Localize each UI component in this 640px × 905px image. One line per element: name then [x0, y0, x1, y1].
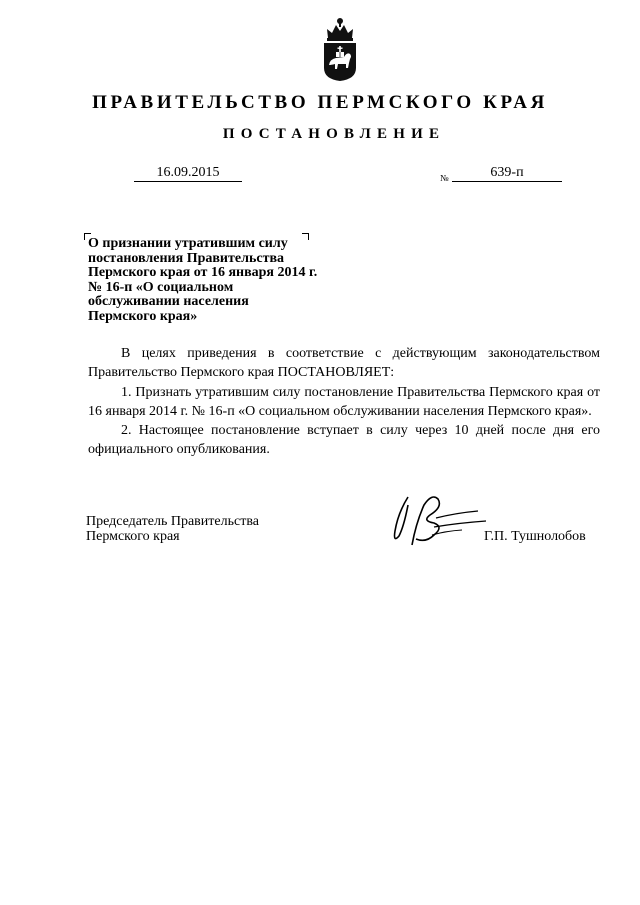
document-date: 16.09.2015: [134, 164, 242, 182]
signer-position-line-2: Пермского края: [86, 529, 180, 544]
preamble-paragraph: В целях приведения в соответствие с действующим законодательством Правительство Пермского края ПОСТАНОВЛЯЕТ:: [88, 346, 600, 381]
coat-of-arms-icon: [319, 16, 361, 82]
government-title: ПРАВИТЕЛЬСТВО ПЕРМСКОГО КРАЯ: [92, 92, 548, 113]
signer-position-line-1: Председатель Правительства: [86, 514, 259, 529]
signer-position: [86, 514, 259, 544]
handwritten-signature: [386, 483, 496, 553]
document-number-field: [440, 164, 562, 182]
item-1-paragraph: 1. Признать утратившим силу постановление Правительства Пермского края от 16 января 2014 г. № 16-п «О социальном обслуживании населения Пермского края».: [88, 384, 600, 419]
number-prefix: №: [440, 173, 449, 183]
document-type: ПОСТАНОВЛЕНИЕ: [222, 126, 446, 142]
document-subject: О признании утратившим силу постановления Правительства Пермского края от 16 января 2014 г. № 16-п «О социальном обслуживании населения Пермского края»: [88, 236, 318, 324]
document-number: 639-п: [452, 164, 562, 182]
item-2-paragraph: 2. Настоящее постановление вступает в силу через 10 дней после дня его официального опубликования.: [88, 423, 600, 458]
signer-name: Г.П. Тушнолобов: [484, 529, 586, 544]
document-body: [88, 344, 600, 460]
